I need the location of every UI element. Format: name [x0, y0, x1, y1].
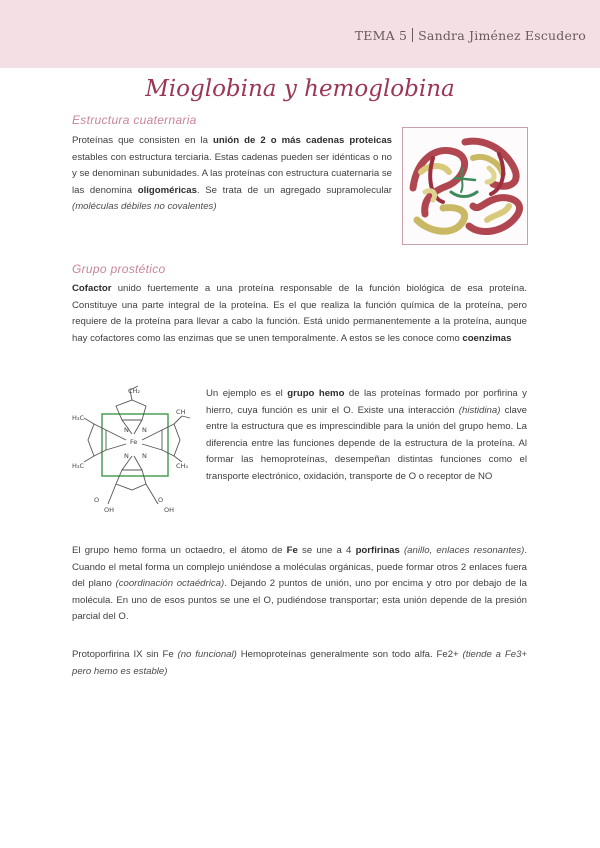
heme-structure-svg	[72, 384, 200, 516]
italic-run: (coordinación octaédrica)	[115, 578, 225, 590]
paragraph-octaedro	[72, 543, 527, 626]
label-n1: N	[124, 426, 129, 434]
text-run: El grupo hemo forma un octaedro, el átomo de	[72, 545, 287, 556]
label-oh2: OH	[164, 506, 175, 514]
paragraph-grupo-hemo	[206, 386, 527, 486]
text-run: Protoporfirina IX sin Fe	[72, 649, 178, 660]
text-run: Proteínas que consisten en la	[72, 135, 213, 146]
label-oh1: OH	[104, 506, 115, 514]
italic-run: (no funcional)	[177, 649, 237, 660]
italic-run: (anillo, enlaces resonantes)	[399, 545, 525, 556]
paragraph-grupo-prostetico	[72, 281, 527, 347]
header-author: Sandra Jiménez Escudero	[418, 28, 586, 43]
label-fe: Fe	[130, 438, 138, 446]
text-run: . Dejando 2 puntos de unión, uno por encima y otro por debajo de la molécula. En uno de esos puntos se une el O, pudiéndose transportar; esta unión depende de la presión parcial del O.	[72, 578, 527, 623]
bold-run: oligoméricas	[137, 184, 197, 196]
heading-grupo-prostetico: Grupo prostético	[72, 262, 166, 276]
label-ch2-top: CH₂	[128, 387, 141, 395]
label-ch3: CH₃	[176, 462, 189, 470]
bold-run: Cofactor	[72, 283, 112, 294]
text-run: . Cuando el metal forma un complejo uniéndose a moléculas orgánicas, puede formar otros 2 enlaces fuera del plano	[72, 545, 528, 590]
label-h3c-top: H₃C	[72, 414, 85, 422]
label-o2: O	[158, 496, 164, 504]
label-h3c-bottom: H₃C	[72, 462, 85, 470]
italic-run: (moléculas débiles no covalentes)	[72, 201, 217, 213]
bold-run: porfirinas	[355, 545, 400, 556]
italic-run: (histidina)	[458, 404, 501, 416]
header-separator	[412, 28, 413, 42]
text-run: clave entre la estructura que es imprescindible para la unión del grupo hemo. La diferencia entre las funciones depende de la estructura de la proteína. Al formar las hemoproteínas, desempeñan distintas funciones como el transporte electrónico, oxidación, transporte de O o receptor de NO	[206, 404, 528, 482]
label-n2: N	[142, 426, 147, 434]
paragraph-protoporfirina	[72, 647, 527, 680]
bold-run: unión de 2 o más cadenas proteicas	[212, 135, 392, 146]
paragraph-estructura-cuaternaria	[72, 133, 392, 216]
text-run: Un ejemplo es el	[206, 388, 288, 399]
text-run: unido fuertemente a una proteína responsable de la función biológica de esa proteína. Constituye una parte integral de la proteína. Es el que realiza la función química de la proteína, pero requiere de la proteína para llevar a cabo la función. Está unido permanentemente a la proteína, aunque hay cofactores como las enzimas que se unen temporalmente. A estos se les conoce como	[72, 283, 527, 344]
text-run: se une a 4	[297, 545, 356, 556]
page-title: Mioglobina y hemoglobina	[145, 76, 455, 102]
page-header	[355, 28, 586, 43]
label-n3: N	[124, 452, 129, 460]
label-n4: N	[142, 452, 147, 460]
label-o1: O	[94, 496, 100, 504]
hemoglobin-structure-image	[402, 127, 528, 245]
bold-run: grupo hemo	[287, 388, 345, 399]
heading-estructura-cuaternaria: Estructura cuaternaria	[72, 113, 197, 127]
bold-run: coenzimas	[462, 332, 512, 344]
text-run: . Se trata de un agregado supramolecular	[196, 184, 392, 196]
bold-run: Fe	[286, 545, 298, 556]
italic-run: (tiende a Fe3+ pero hemo es estable)	[72, 649, 528, 677]
text-run: estables con estructura terciaria. Estas cadenas pueden ser idénticas o no y se denominan subunidades. A las proteínas con estructura cuaternaria se las denomina	[72, 151, 392, 196]
protein-ribbon-illustration	[403, 128, 527, 244]
header-topic: TEMA 5	[354, 28, 408, 43]
text-run: de las proteínas formado por porfirina y hierro, cuya función es unir el O. Existe una interacción	[206, 388, 527, 416]
heme-group-diagram	[72, 384, 200, 516]
text-run: Hemoproteínas generalmente son todo alfa. Fe2+	[236, 649, 463, 660]
label-ch-top: CH	[176, 408, 186, 416]
